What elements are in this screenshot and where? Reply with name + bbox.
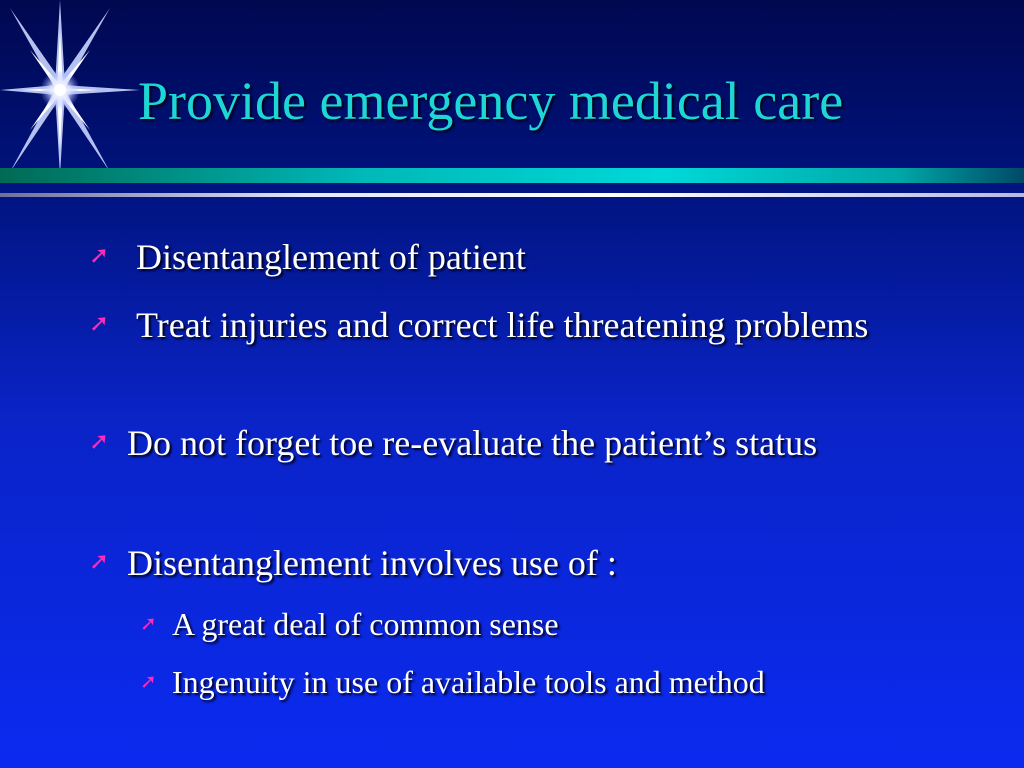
starburst-icon	[0, 0, 150, 175]
bullet-item	[89, 298, 917, 352]
bullet-text: Do not forget toe re-evaluate the patient’s status	[127, 423, 818, 463]
arrow-up-right-icon: ➚	[89, 311, 110, 337]
bullet-text: Ingenuity in use of available tools and method	[172, 664, 765, 700]
bullet-text: Disentanglement involves use of :	[127, 543, 617, 583]
bullet-text: A great deal of common sense	[172, 606, 559, 642]
bullet-text: Disentanglement of patient	[127, 237, 526, 277]
arrow-up-right-icon: ➚	[89, 429, 110, 455]
sub-bullet-item	[140, 660, 932, 704]
bullet-item	[89, 230, 917, 284]
arrow-up-right-icon: ➚	[89, 243, 110, 269]
bullet-item	[89, 416, 917, 470]
arrow-up-right-icon: ➚	[140, 671, 157, 693]
sub-bullet-item	[140, 602, 932, 646]
title-divider-white	[0, 193, 1024, 197]
bullet-text: Treat injuries and correct life threatening problems	[127, 305, 869, 345]
bullet-item	[89, 536, 917, 590]
slide-title: Provide emergency medical care	[138, 71, 844, 131]
arrow-up-right-icon: ➚	[89, 549, 110, 575]
title-divider-teal	[0, 168, 1024, 183]
arrow-up-right-icon: ➚	[140, 613, 157, 635]
